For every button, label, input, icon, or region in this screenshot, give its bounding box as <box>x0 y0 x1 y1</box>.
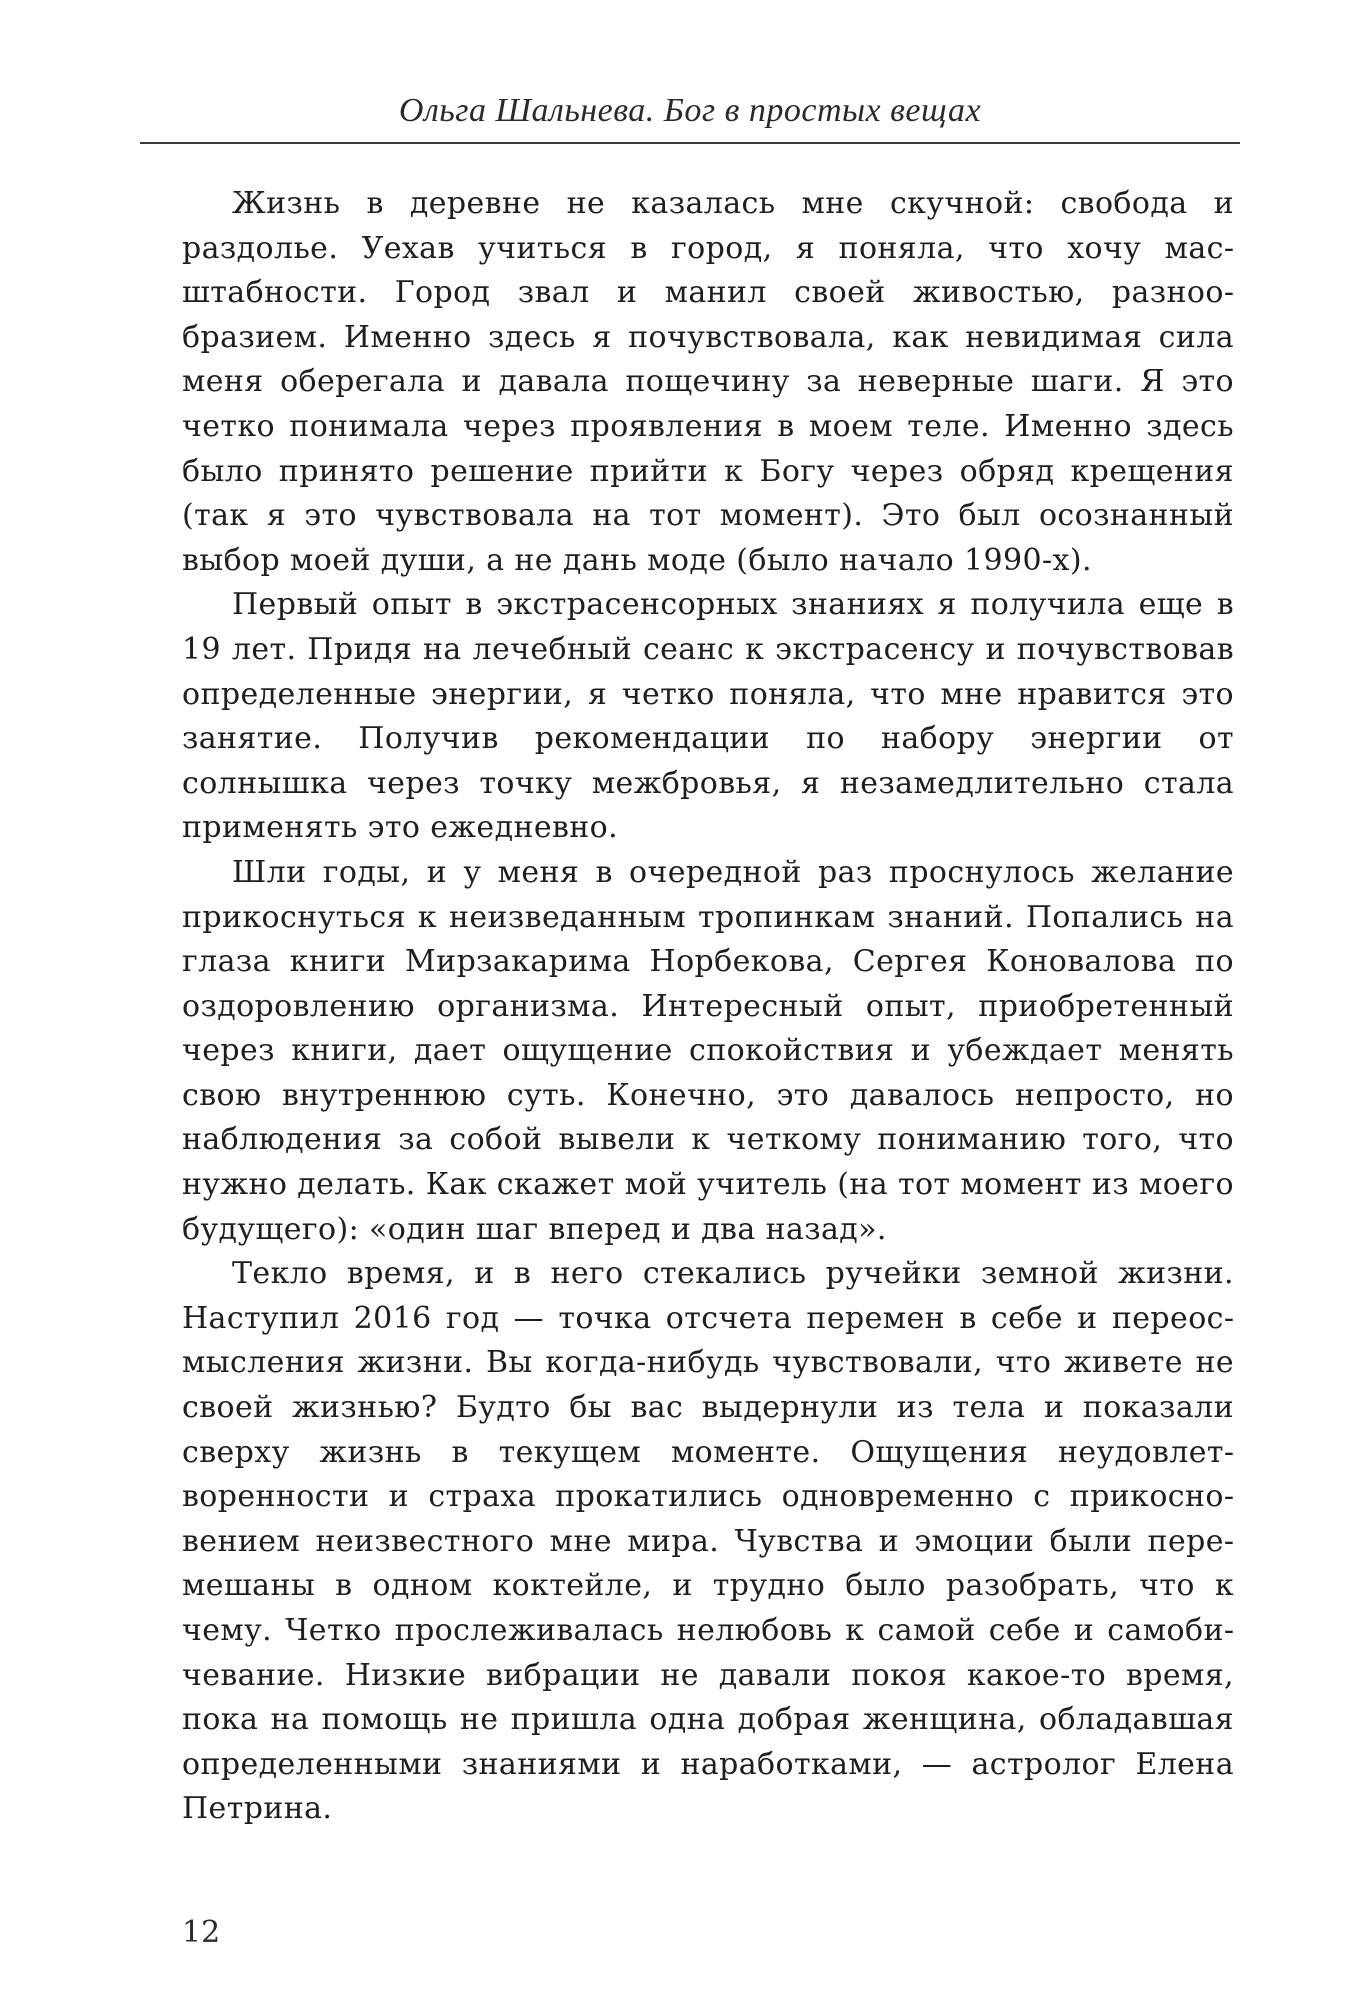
paragraph: Текло время, и в него стекались ручейки земной жизни. Наступил 2016 год — точка отсчета перемен в себе и переосмысления жизни. Вы когда-нибудь чувствовали, что живете не своей жизнью? Будто бы вас выдернули из тела и показали сверху жизнь в текущем моменте. Ощущения неудовлетворенности и страха прокатились одновременно с прикосновением неизвестного мне мира. Чувства и эмоции были перемешаны в одном коктейле, и трудно было разобрать, что к чему. Четко прослеживалась нелюбовь к самой себе и самобичевание. Низкие вибрации не давали покоя какое-то время, пока на помощь не пришла одна добрая женщина, обладавшая определенными знаниями и наработками, — астролог Елена Петрина. <box>182 1256 1234 1827</box>
header-divider <box>140 142 1240 144</box>
running-header <box>140 92 1240 152</box>
paragraph: Первый опыт в экстрасенсорных знаниях я получила еще в 19 лет. Придя на лечебный сеанс к экстрасенсу и почувствовав определенные энергии, я четко поняла, что мне нравится это занятие. Получив рекомендации по набору энергии от солнышка через точку межбровья, я незамедлительно стала применять это ежедневно. <box>182 587 1234 846</box>
paragraph: Шли годы, и у меня в очередной раз проснулось желание прикоснуться к неизведанным тропинкам знаний. Попались на глаза книги Мирзакарима Норбекова, Сергея Коновалова по оздоровлению организма. Интересный опыт, приобретенный через книги, дает ощущение спокойствия и убеждает менять свою внутреннюю суть. Конечно, это давалось непросто, но наблюдения за собой вывели к четкому пониманию того, что нужно делать. Как скажет мой учитель (на тот момент из моего будущего): «один шаг вперед и два назад». <box>182 854 1234 1247</box>
page-number: 12 <box>182 1915 221 1950</box>
running-header-title: Ольга Шальнева. Бог в простых вещах <box>398 92 982 129</box>
body-text <box>182 182 1234 1832</box>
paragraph: Жизнь в деревне не казалась мне скучной: свобода и раздолье. Уехав учиться в город, я поняла, что хочу масштабности. Город звал и манил своей живостью, разнообразием. Именно здесь я почувствовала, как невидимая сила меня оберегала и давала пощечину за неверные шаги. Я это четко понимала через проявления в моем теле. Именно здесь было принято решение прийти к Богу через обряд крещения (так я это чувствовала на тот момент). Это был осознанный выбор моей души, а не дань моде (было начало 1990-х). <box>182 186 1234 578</box>
